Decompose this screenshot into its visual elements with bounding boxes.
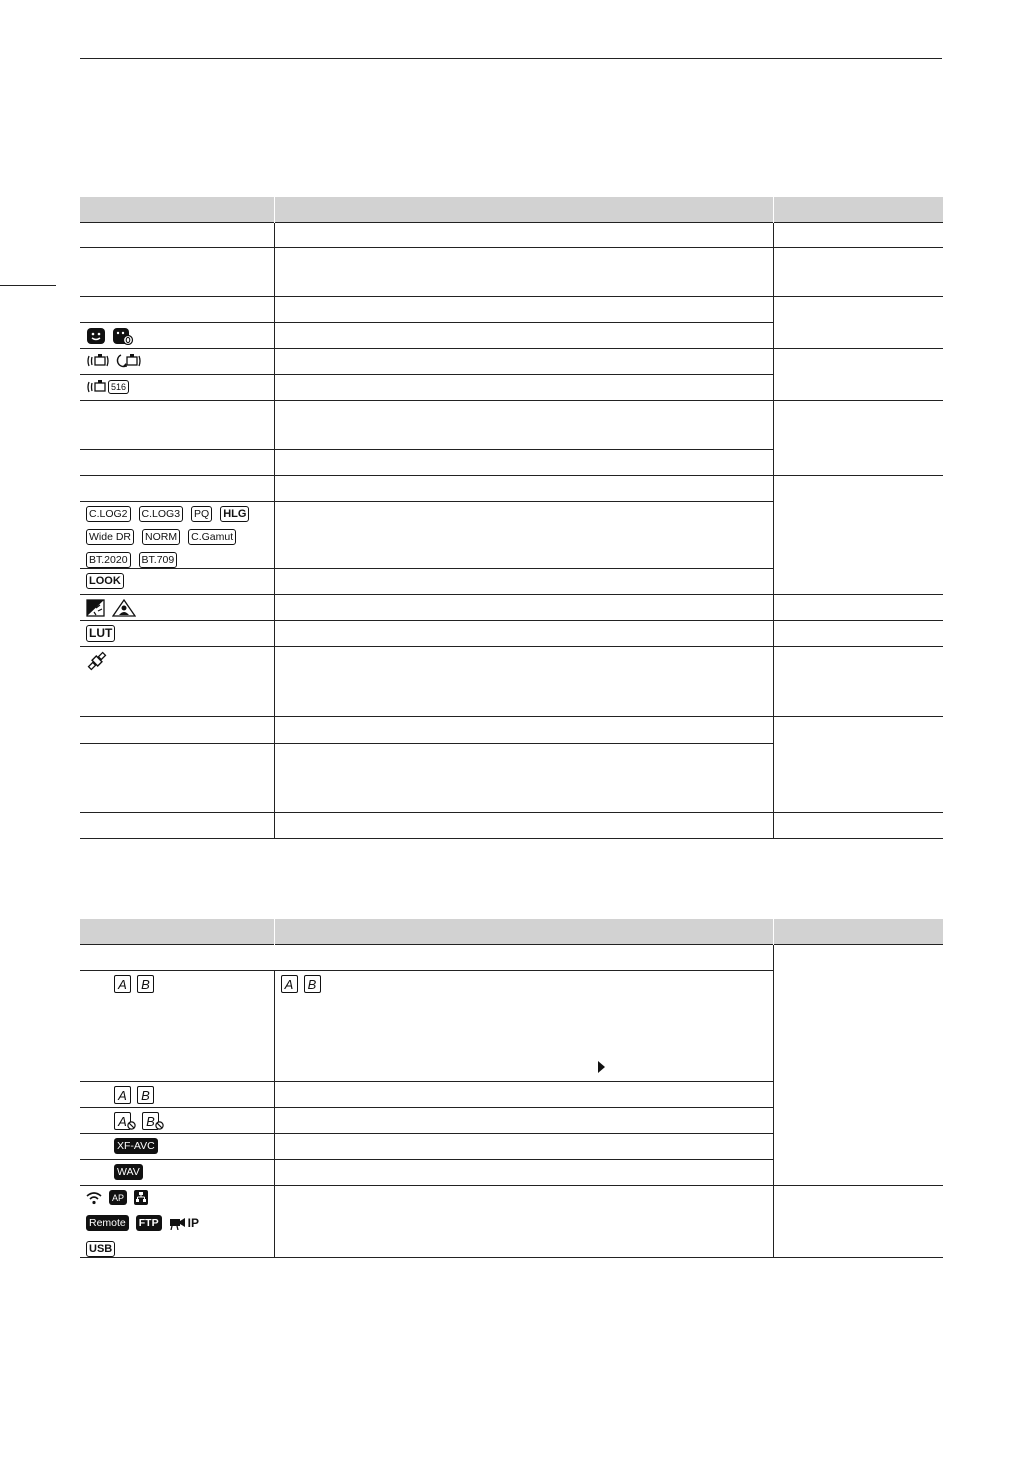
table-row (80, 813, 943, 839)
table-header (80, 919, 943, 945)
card-b-icon: B (137, 1086, 154, 1104)
card-b-icon: B (142, 1112, 159, 1130)
prohibited-icon (127, 1121, 136, 1130)
look-icon: LOOK (86, 573, 124, 589)
table-row (80, 647, 943, 717)
hlg-icon: HLG (220, 506, 249, 522)
table-row (80, 349, 943, 375)
page-reference-arrow-icon (598, 1061, 605, 1073)
table-row (80, 945, 943, 971)
network-icon (134, 1190, 148, 1205)
ip-streaming-icon (169, 1216, 199, 1230)
ftp-icon: FTP (136, 1215, 162, 1231)
table-row (80, 248, 943, 297)
is-516-icon (86, 379, 129, 395)
usb-icon: USB (86, 1241, 115, 1257)
card-a-unavailable-icon (114, 1112, 136, 1130)
table-row (80, 717, 943, 744)
xf-avc-icon: XF-AVC (114, 1138, 158, 1154)
dynamic-is-icon (116, 353, 142, 369)
screen-icons-table-1 (80, 197, 943, 839)
clog3-icon: C.LOG3 (139, 506, 184, 522)
card-b-icon: B (304, 975, 321, 993)
prohibited-icon (155, 1121, 164, 1130)
table-header (80, 197, 943, 223)
norm-icon: NORM (142, 529, 180, 545)
clog2-icon: C.LOG2 (86, 506, 131, 522)
header-cell-page (773, 197, 943, 223)
c-gamut-icon: C.Gamut (188, 529, 236, 545)
is-516-label: 516 (108, 380, 129, 394)
header-cell-description (274, 197, 773, 223)
table-row (80, 223, 943, 248)
page-top-rule (80, 58, 942, 59)
card-a-icon: A (281, 975, 298, 993)
wav-icon: WAV (114, 1164, 143, 1180)
card-b-icon: B (137, 975, 154, 993)
screen-icons-table-2 (80, 919, 943, 1258)
video-camera-icon (169, 1216, 187, 1230)
card-a-icon: A (114, 975, 131, 993)
card-b-unavailable-icon (142, 1112, 164, 1130)
chapter-side-marker (0, 285, 56, 286)
table-row (80, 297, 943, 323)
lut-icon: LUT (86, 625, 115, 642)
wifi-icon (86, 1191, 102, 1205)
pq-icon: PQ (191, 506, 212, 522)
card-a-icon: A (114, 1112, 131, 1130)
header-cell-icon (80, 197, 274, 223)
card-a-icon: A (114, 1086, 131, 1104)
table-row (80, 1186, 943, 1258)
image-stabilizer-icon (86, 353, 110, 369)
table-row (80, 401, 943, 450)
bt2020-icon: BT.2020 (86, 552, 131, 568)
table-row (80, 595, 943, 621)
remote-icon: Remote (86, 1215, 129, 1231)
ip-label: IP (187, 1216, 199, 1230)
spotlight-icon (112, 599, 136, 617)
table-row (80, 621, 943, 647)
access-point-icon: AP (109, 1190, 127, 1205)
face-af-icon (86, 327, 106, 345)
header-cell-icon (80, 919, 274, 945)
face-only-af-icon (112, 327, 134, 345)
backlight-icon (86, 599, 106, 617)
header-cell-description (274, 919, 773, 945)
gps-icon (86, 651, 108, 671)
bt709-icon: BT.709 (139, 552, 178, 568)
header-cell-page (773, 919, 943, 945)
image-stabilizer-icon (86, 379, 108, 395)
table-row (80, 476, 943, 502)
wide-dr-icon: Wide DR (86, 529, 134, 545)
